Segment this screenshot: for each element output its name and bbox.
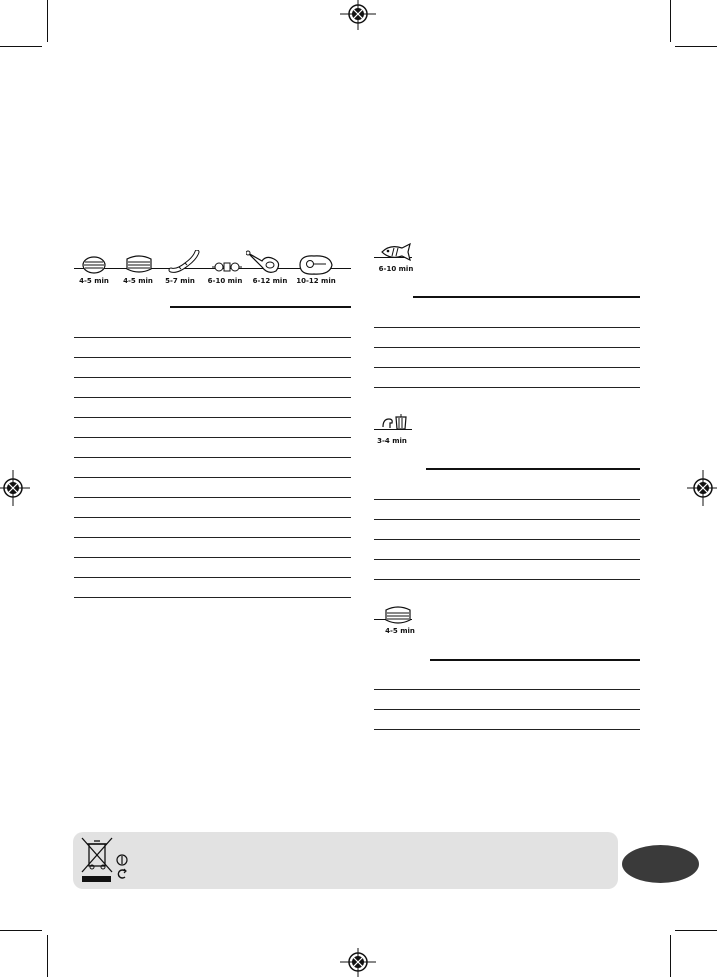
kebab-skewer-icon — [210, 255, 244, 275]
page-badge — [622, 845, 699, 883]
table-row — [74, 357, 351, 358]
sandwich-icon — [382, 604, 414, 626]
fish-icon — [380, 242, 414, 262]
table-row — [74, 497, 351, 498]
table-row — [74, 397, 351, 398]
table-row — [374, 539, 640, 540]
disposal-bar-icon — [82, 876, 111, 882]
table-row — [74, 377, 351, 378]
table-row — [374, 367, 640, 368]
time-label: 4-5 min — [385, 627, 415, 635]
time-label: 10-12 min — [296, 277, 336, 285]
sandwich-icon — [123, 253, 155, 275]
recycling-footer — [73, 832, 618, 889]
table-header-rule — [170, 306, 351, 308]
time-label: 3-4 min — [377, 437, 407, 445]
time-label: 5-7 min — [165, 277, 195, 285]
table-row — [74, 337, 351, 338]
lamb-chop-icon — [246, 249, 286, 277]
table-row — [374, 327, 640, 328]
table-row — [74, 477, 351, 478]
table-row — [74, 437, 351, 438]
crossed-bin-icon — [80, 836, 114, 874]
time-label: 6-10 min — [378, 265, 414, 273]
table-row — [374, 729, 640, 730]
table-row — [74, 577, 351, 578]
registration-mark-right-icon — [687, 470, 717, 506]
registration-mark-bottom-icon — [340, 948, 376, 977]
steak-icon — [296, 253, 336, 277]
burger-patty-icon — [80, 255, 108, 275]
table-row — [374, 709, 640, 710]
table-row — [374, 559, 640, 560]
table-row — [374, 519, 640, 520]
registration-mark-top-icon — [340, 0, 376, 30]
info-circle-icon — [116, 854, 128, 866]
table-row — [374, 689, 640, 690]
table-row — [74, 537, 351, 538]
table-row — [374, 579, 640, 580]
time-label: 6-12 min — [252, 277, 288, 285]
table-row — [74, 417, 351, 418]
table-row — [374, 347, 640, 348]
time-label: 6-10 min — [207, 277, 243, 285]
table-row — [74, 517, 351, 518]
table-header-rule — [430, 659, 640, 661]
time-label: 4-5 min — [79, 277, 109, 285]
table-row — [374, 499, 640, 500]
table-row — [74, 597, 351, 598]
registration-mark-left-icon — [0, 470, 30, 506]
sausage-icon — [167, 250, 201, 274]
table-header-rule — [413, 296, 640, 298]
table-row — [74, 557, 351, 558]
table-row — [74, 457, 351, 458]
table-header-rule — [426, 468, 640, 470]
table-row — [374, 387, 640, 388]
vegetables-icon — [380, 413, 410, 431]
recycle-arrow-icon — [116, 868, 128, 880]
time-label: 4-5 min — [123, 277, 153, 285]
